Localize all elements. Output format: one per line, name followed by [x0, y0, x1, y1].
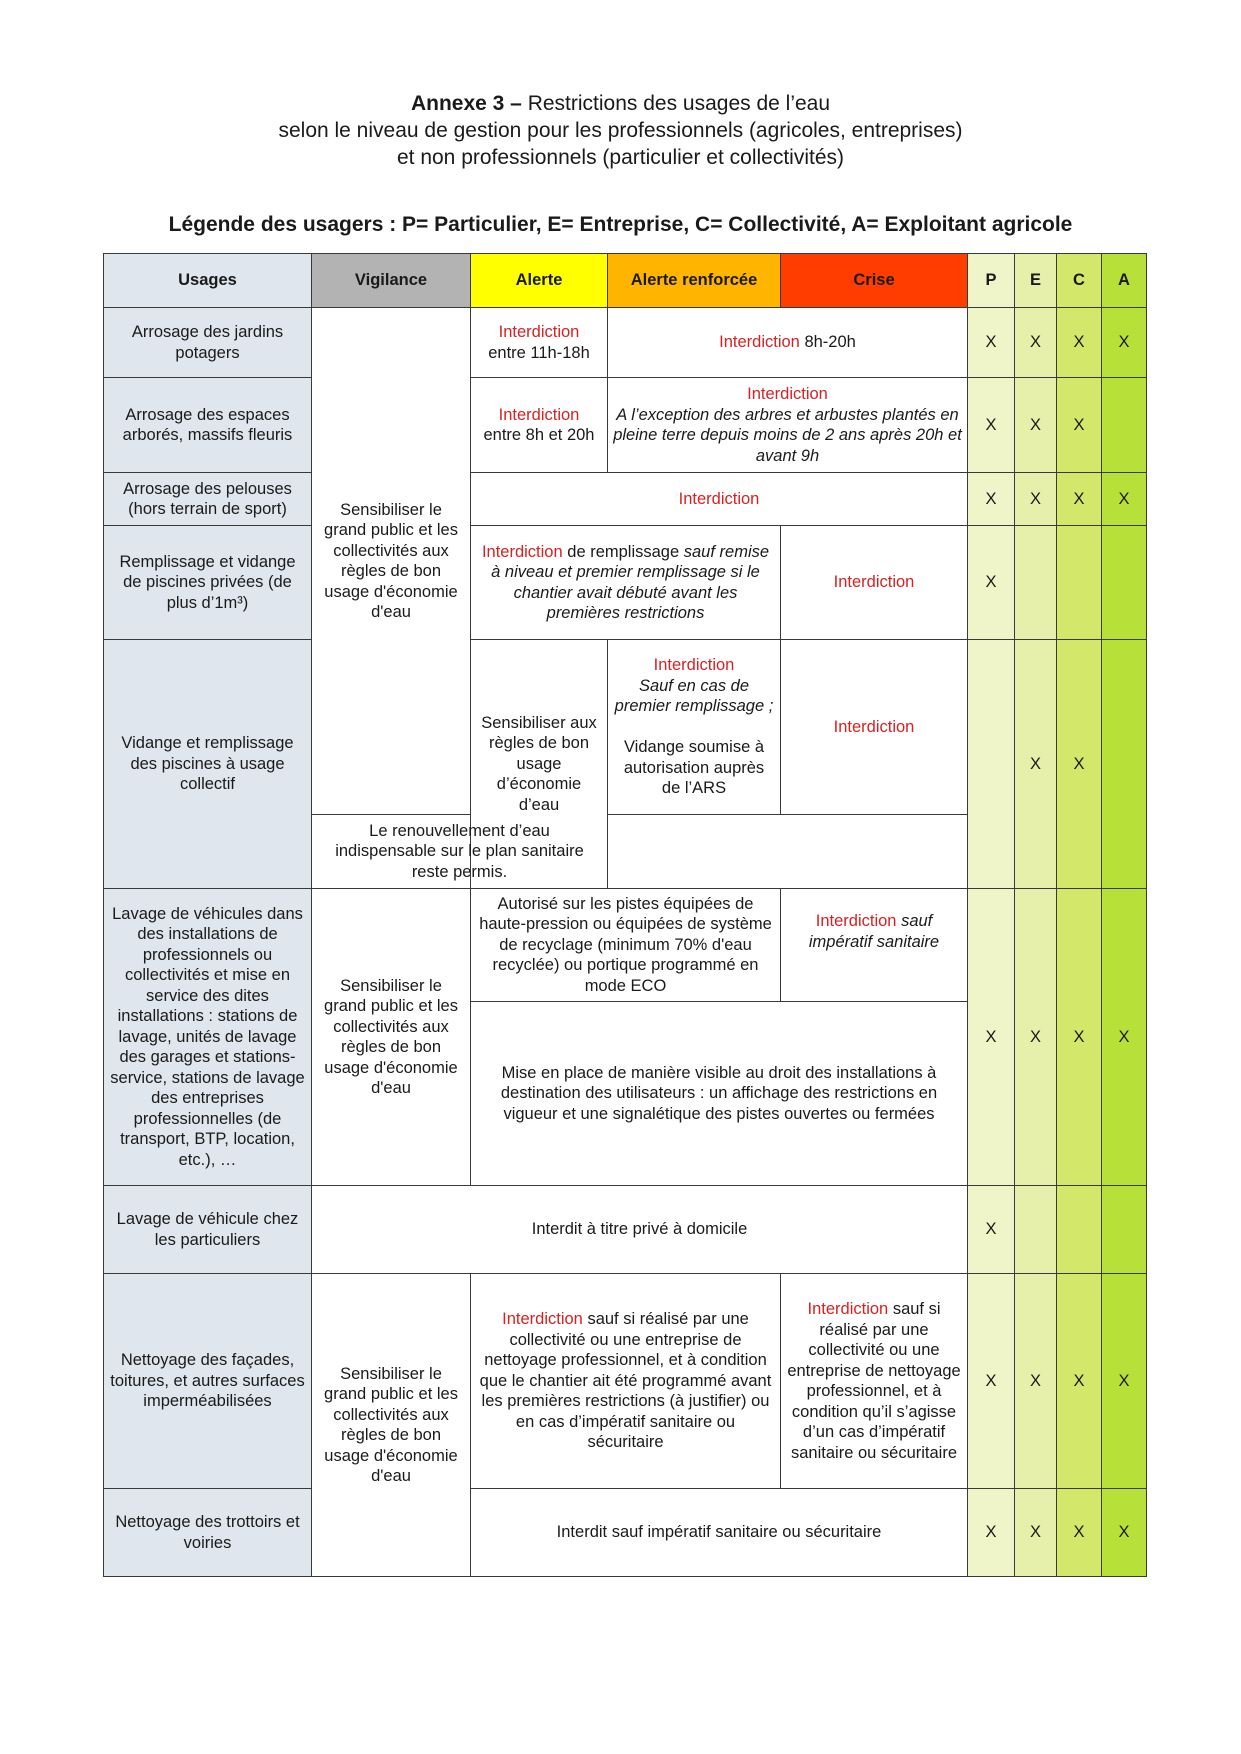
table-row [104, 1274, 1147, 1489]
interdiction-label: Interdiction [498, 405, 580, 424]
interdiction-label: Interdiction [502, 1310, 583, 1329]
title-line-2: selon le niveau de gestion pour les professionnels (agricoles, entreprises) [278, 119, 963, 142]
header-e: E [1015, 254, 1057, 308]
exception-text: Sauf en cas de premier remplissage ; [614, 676, 774, 716]
annex-label: Annexe 3 – [410, 92, 522, 115]
alerte-text: entre 8h et 20h [483, 426, 595, 444]
mark-p: X [968, 473, 1015, 526]
interdiction-label: Interdiction [747, 385, 828, 403]
exception-text: sauf impératif sanitaire [808, 912, 940, 951]
usage-cell: Arrosage des espaces arborés, massifs fleuris [104, 378, 312, 473]
mark-e-empty [1015, 526, 1057, 640]
mark-c: X [1057, 473, 1102, 526]
mark-c: X [1057, 889, 1102, 1186]
table-row [104, 1186, 1147, 1274]
mark-a-empty [1102, 640, 1147, 889]
header-usages: Usages [104, 254, 312, 308]
mark-p: X [968, 378, 1015, 473]
usage-cell: Nettoyage des trottoirs et voiries [104, 1489, 312, 1577]
mark-c: X [1057, 1489, 1102, 1577]
user-legend: Légende des usagers : P= Particulier, E= Entreprise, C= Collectivité, A= Exploitant agricole [168, 213, 1073, 236]
vigilance-cell: Sensibiliser le grand public et les collectivités aux règles de bon usage d'économie d'eau [312, 1274, 471, 1577]
restrictions-table [103, 253, 1147, 1577]
usage-cell: Arrosage des jardins potagers [104, 308, 312, 378]
interdiction-label: Interdiction [807, 1300, 889, 1318]
usage-cell: Vidange et remplissage des piscines à usage collectif [104, 640, 312, 889]
document-title [0, 90, 1241, 117]
exception-keyword: sauf [683, 542, 715, 561]
mark-p: X [968, 889, 1015, 1186]
header-alerte: Alerte [471, 254, 608, 308]
all-levels-cell: Interdit sauf impératif sanitaire ou sécuritaire [471, 1489, 968, 1577]
crise-cell [781, 1274, 968, 1489]
table-row [104, 473, 1147, 526]
mark-e: X [1015, 640, 1057, 889]
table-row [104, 1489, 1147, 1577]
header-p: P [968, 254, 1015, 308]
condition-text: sauf si réalisé par une collectivité ou une entreprise de nettoyage professionnel, et à condition que le chantier ait été programmé avant les premières restrictions (à justifier) ou en cas d’impératif sanitaire ou sécuritaire [479, 1310, 772, 1452]
mark-p: X [968, 1489, 1015, 1577]
mark-e: X [1015, 308, 1057, 378]
usage-cell: Lavage de véhicules dans des installations de professionnels ou collectivités et mise en service des dites installations : stations de lavage, unités de lavage des garages et stations-service, stations de lavage des entreprises professionnelles (de transport, BTP, location, etc.), … [104, 889, 312, 1186]
alerte-alerte-renforcee-cell [471, 1274, 781, 1489]
interdiction-label: Interdiction [481, 542, 563, 561]
mark-e: X [1015, 378, 1057, 473]
interdiction-label: Interdiction [653, 656, 735, 675]
header-crise: Crise [781, 254, 968, 308]
table-row [104, 640, 1147, 815]
mark-p: X [968, 308, 1015, 378]
mark-c-empty [1057, 526, 1102, 640]
mark-e: X [1015, 889, 1057, 1186]
mark-c-empty [1057, 1186, 1102, 1274]
mark-a: X [1102, 1489, 1147, 1577]
header-row [104, 254, 1147, 308]
mark-e: X [1015, 473, 1057, 526]
table-row [104, 889, 1147, 1002]
vigilance-cell: Sensibiliser le grand public et les collectivités aux règles de bon usage d'économie d'eau [312, 308, 471, 815]
table-row [104, 526, 1147, 640]
usage-cell: Remplissage et vidange de piscines privées (de plus d’1m³) [104, 526, 312, 640]
mark-e: X [1015, 1274, 1057, 1489]
mark-e-empty [1015, 1186, 1057, 1274]
header-vigilance: Vigilance [312, 254, 471, 308]
mark-c: X [1057, 1274, 1102, 1489]
usage-cell: Nettoyage des façades, toitures, et autres surfaces imperméabilisées [104, 1274, 312, 1489]
usage-cell: Lavage de véhicule chez les particuliers [104, 1186, 312, 1274]
mark-p-empty [968, 640, 1015, 889]
mark-a: X [1102, 308, 1147, 378]
mark-a: X [1102, 889, 1147, 1186]
alerte-renforcee-cell [608, 640, 781, 815]
mark-a-empty [1102, 1186, 1147, 1274]
mark-c: X [1057, 308, 1102, 378]
alerte-renforcee-crise-cell [608, 378, 968, 473]
mark-p: X [968, 1186, 1015, 1274]
alerte-cell: Sensibiliser aux règles de bon usage d’économie d’eau [471, 640, 608, 889]
hours-text: 8h-20h [804, 333, 856, 352]
table-row [104, 378, 1147, 473]
header-alerte-renforcee: Alerte renforcée [608, 254, 781, 308]
alerte-renforcee-crise-cell [608, 308, 968, 378]
exception-text: remise à niveau et premier remplissage si le chantier avait débuté avant les premières restrictions [491, 542, 770, 622]
fill-text: de remplissage [567, 542, 680, 561]
mark-p: X [968, 1274, 1015, 1489]
mark-e: X [1015, 1489, 1057, 1577]
header-a: A [1102, 254, 1147, 308]
crise-cell: Interdiction [781, 640, 968, 815]
header-c: C [1057, 254, 1102, 308]
mark-a: X [1102, 1274, 1147, 1489]
mark-c: X [1057, 378, 1102, 473]
crise-cell: Interdiction [781, 526, 968, 640]
alerte-cell [471, 378, 608, 473]
mark-a-empty [1102, 526, 1147, 640]
crise-cell [781, 889, 968, 1002]
table-row [104, 308, 1147, 378]
alerte-text: entre 11h-18h [488, 343, 590, 362]
interdiction-cell: Interdiction [471, 473, 968, 526]
alerte-cell [471, 308, 608, 378]
interdiction-label: Interdiction [815, 912, 897, 930]
title-line-1: Restrictions des usages de l’eau [527, 92, 831, 115]
mark-a-empty [1102, 378, 1147, 473]
mark-a: X [1102, 473, 1147, 526]
authorization-text: Vidange soumise à autorisation auprès de l’ARS [623, 738, 765, 798]
interdiction-label: Interdiction [719, 333, 800, 352]
interdiction-label: Interdiction [498, 323, 580, 341]
mark-c: X [1057, 640, 1102, 889]
title-line-3: et non professionnels (particulier et collectivités) [396, 146, 845, 169]
all-levels-cell: Interdit à titre privé à domicile [312, 1186, 968, 1274]
mark-p: X [968, 526, 1015, 640]
vigilance-cell: Sensibiliser le grand public et les collectivités aux règles de bon usage d'économie d'eau [312, 889, 471, 1186]
alerte-alerte-renforcee-cell [471, 526, 781, 640]
usage-cell: Arrosage des pelouses (hors terrain de sport) [104, 473, 312, 526]
exception-text: A l’exception des arbres et arbustes plantés en pleine terre depuis moins de 2 ans après 20h et avant 9h [613, 405, 962, 465]
alerte-alerte-renforcee-cell: Autorisé sur les pistes équipées de haute-pression ou équipées de système de recyclage (minimum 70% d'eau recyclée) ou portique programmé en mode ECO [471, 889, 781, 1002]
renewal-note-cell: Le renouvellement d’eau indispensable sur le plan sanitaire reste permis. [312, 815, 608, 889]
signage-note-cell: Mise en place de manière visible au droit des installations à destination des utilisateurs : un affichage des restrictions en vigueur et une signalétique des pistes ouvertes ou fermées [471, 1002, 968, 1186]
condition-text: sauf si réalisé par une collectivité ou une entreprise de nettoyage professionnel, et à condition qu’il s’agisse d’un cas d’impératif sanitaire ou sécuritaire [787, 1300, 961, 1462]
